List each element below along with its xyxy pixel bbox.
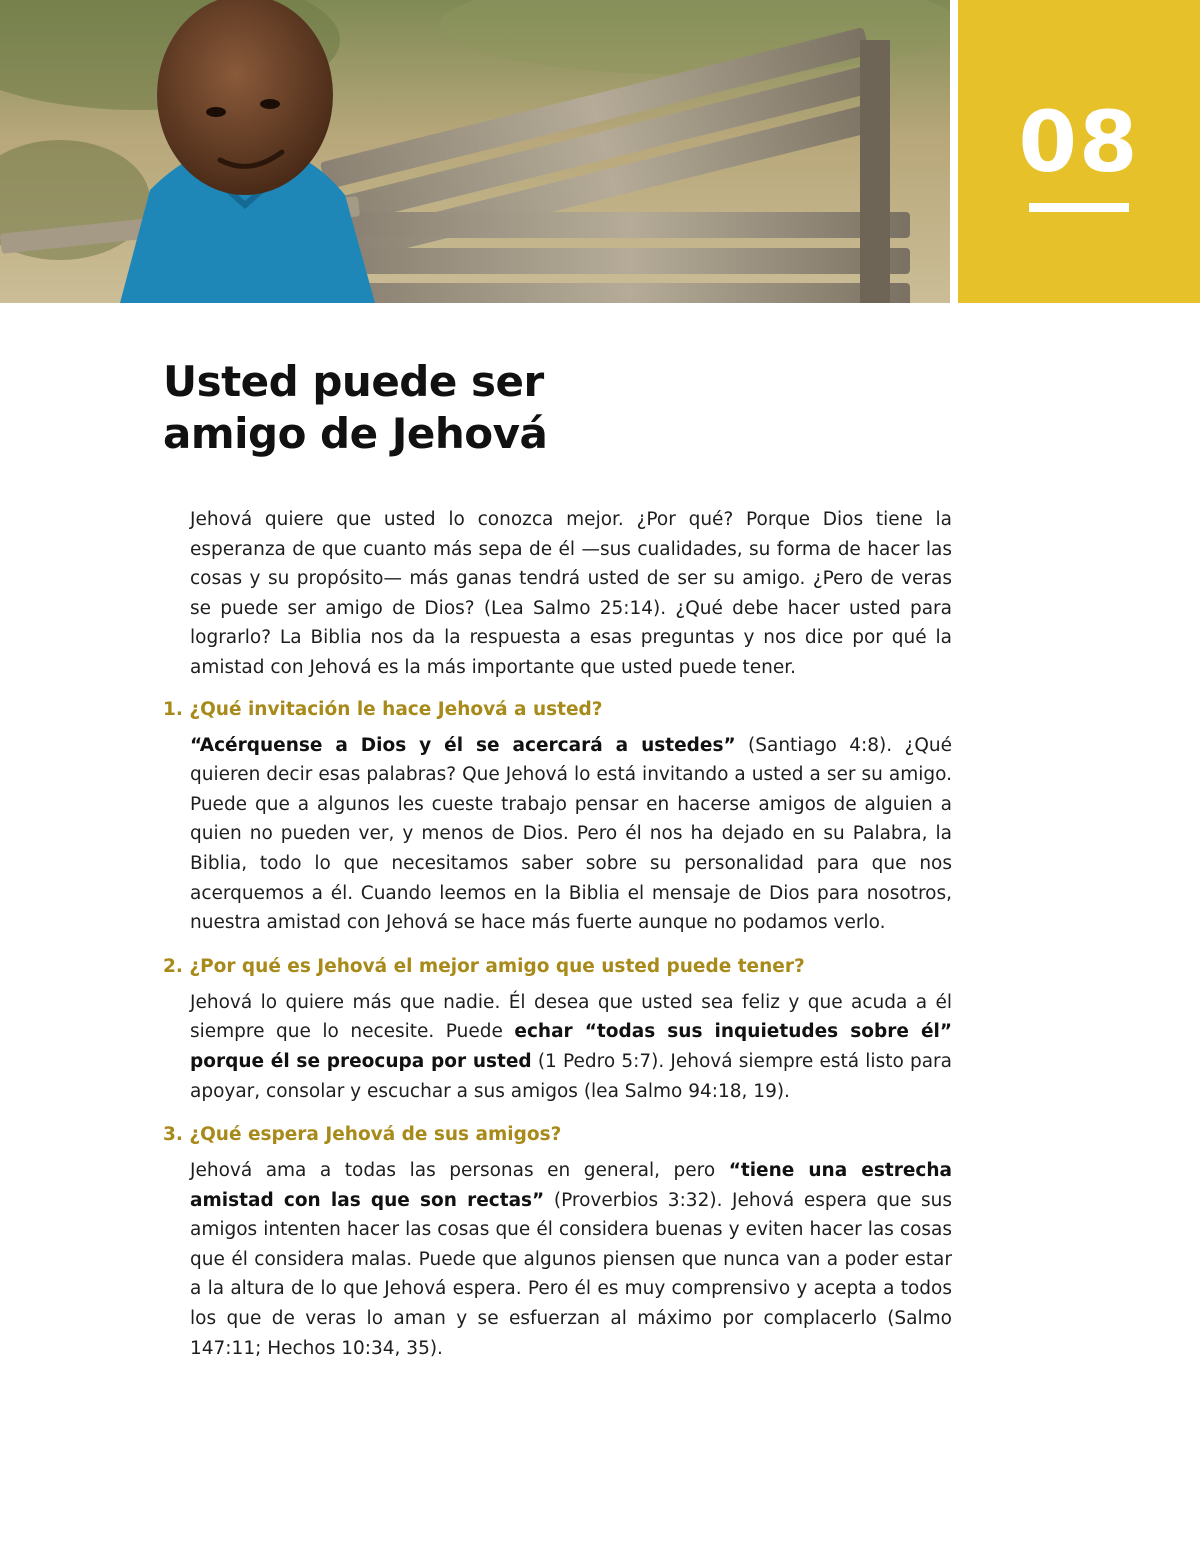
answer-1-scripture-quote: “Acérquense a Dios y él se acercará a ustedes” (190, 734, 736, 756)
title-line-2: amigo de Jehová (163, 409, 548, 458)
answer-2-text: (1 Pedro 5:7). Jehová siempre está listo para apoyar, consolar y escuchar a sus amigos (lea Salmo 94:18, 19). (190, 1050, 952, 1102)
answer-2-scripture-quote: echar “todas sus inquietudes sobre él” porque él se preocupa por usted (190, 1021, 952, 1072)
answer-3-text: (Proverbios 3:32). Jehová espera que sus amigos intenten hacer las cosas que él considera buenas y eviten hacer las cosas que él considera malas. Puede que algunos piensen que nunca van a poder estar a la altura de lo que Jehová espera. Pero él es muy comprensivo y acepta a todos los que de veras lo aman y se esfuerzan al máximo por complacerlo (Salmo 147:11; Hechos 10:34, 35). (190, 1189, 953, 1359)
answer-2-intro: Jehová lo quiere más que nadie. Él desea que usted sea feliz y que acuda a él siempre que lo necesite. Puede (190, 991, 952, 1043)
answer-2 (190, 988, 952, 1106)
intro-paragraph: Jehová quiere que usted lo conozca mejor. ¿Por qué? Porque Dios tiene la esperanza de que cuanto más sepa de él —sus cualidades, su forma de hacer las cosas y su propósito— más ganas tendrá usted de ser su amigo. ¿Pero de veras se puede ser amigo de Dios? (Lea Salmo 25:14). ¿Qué debe hacer usted para lograrlo? La Biblia nos da la respuesta a esas preguntas y nos dice por qué la amistad con Jehová es la más importante que usted puede tener. (190, 509, 952, 678)
page-title (163, 356, 863, 460)
question-3: 3. ¿Qué espera Jehová de sus amigos? (163, 1124, 562, 1146)
answer-1-text: (Santiago 4:8). ¿Qué quieren decir esas palabras? Que Jehová lo está invitando a usted a ser su amigo. Puede que a algunos les cueste trabajo pensar en hacerse amigos de alguien a quien no pueden ver, y menos de Dios. Pero él nos ha dejado en su Palabra, la Biblia, todo lo que necesitamos saber sobre su personalidad para que nos acerquemos a él. Cuando leemos en la Biblia el mensaje de Dios para nosotros, nuestra amistad con Jehová se hace más fuerte aunque no podamos verlo. (190, 734, 952, 934)
lesson-content (163, 505, 953, 1377)
answer-3-intro: Jehová ama a todas las personas en general, pero (190, 1160, 729, 1182)
answer-3 (190, 1156, 952, 1363)
man-on-bench-illustration (0, 0, 950, 303)
answer-3-scripture-quote: “tiene una estrecha amistad con las que son rectas” (190, 1160, 952, 1211)
badge-underline (1029, 203, 1129, 212)
question-1: 1. ¿Qué invitación le hace Jehová a usted? (163, 698, 603, 720)
answer-1 (190, 731, 952, 938)
header-photo (0, 0, 950, 303)
question-2: 2. ¿Por qué es Jehová el mejor amigo que usted puede tener? (163, 955, 805, 977)
lesson-number: 08 (1018, 93, 1140, 191)
title-line-1: Usted puede ser (163, 357, 544, 406)
lesson-badge (958, 0, 1200, 303)
